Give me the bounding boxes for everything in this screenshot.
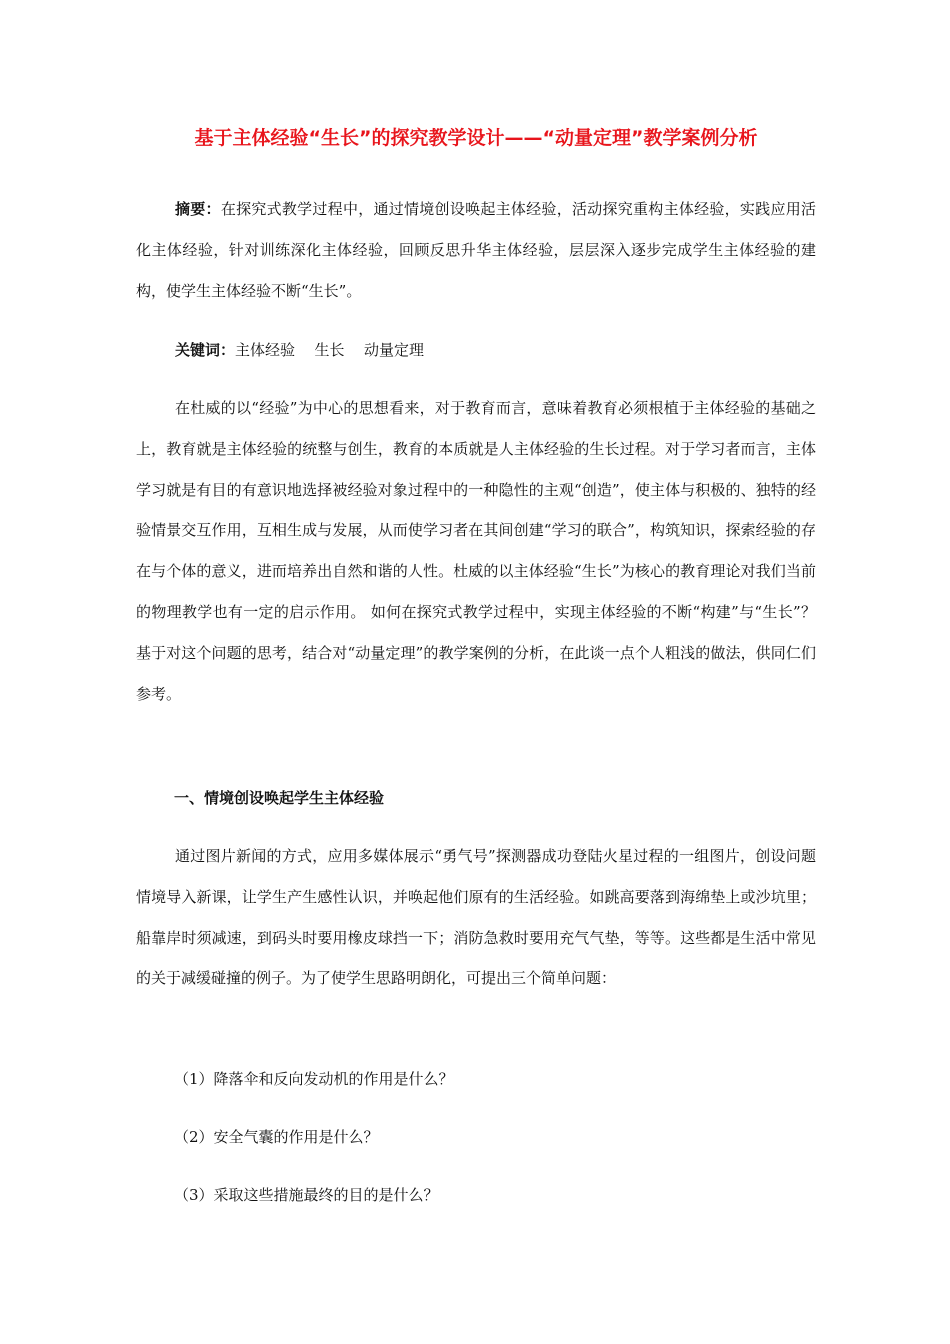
question-item: （3）采取这些措施最终的目的是什么？ <box>174 1186 439 1204</box>
keyword-item: 生长 <box>314 341 345 359</box>
intro-paragraph: 在杜威的以“经验”为中心的思想看来，对于教育而言，意味着教育必须根植于主体经验的基础之上，教育就是主体经验的统整与创生，教育的本质就是人主体经验的生长过程。对于学习者而言，主体学习就是有目的有意识地选择被经验对象过程中的一种隐性的主观“创造”，使主体与积极的、独特的经验情景交互作用，互相生成与发展，从而使学习者在其间创建“学习的联合”，构筑知识，探索经验的存在与个体的意义，进而培养出自然和谐的人性。杜威的以主体经验“生长”为核心的教育理论对我们当前的物理教学也有一定的启示作用。 如何在探究式教学过程中，实现主体经验的不断“构建”与“生长”？基于对这个问题的思考，结合对“动量定理”的教学案例的分析，在此谈一点个人粗浅的做法，供同仁们参考。 <box>136 399 816 703</box>
keyword-item: 动量定理 <box>364 341 425 359</box>
keyword-item: 主体经验 <box>235 341 296 359</box>
question-item: （1）降落伞和反向发动机的作用是什么？ <box>174 1070 454 1088</box>
document-title: 基于主体经验“生长”的探究教学设计——“动量定理”教学案例分析 <box>194 127 758 149</box>
keywords-label: 关键词： <box>175 341 236 359</box>
keywords-paragraph <box>136 330 816 371</box>
section-paragraph: 通过图片新闻的方式，应用多媒体展示“勇气号”探测器成功登陆火星过程的一组图片，创设问题情境导入新课，让学生产生感性认识，并唤起他们原有的生活经验。如跳高要落到海绵垫上或沙坑里；船靠岸时须减速，到码头时要用橡皮球挡一下；消防急救时要用充气气垫，等等。这些都是生活中常见的关于减缓碰撞的例子。为了使学生思路明朗化，可提出三个简单问题： <box>136 847 816 988</box>
abstract-text: 在探究式教学过程中，通过情境创设唤起主体经验，活动探究重构主体经验，实践应用活化主体经验，针对训练深化主体经验，回顾反思升华主体经验，层层深入逐步完成学生主体经验的建构，使学生主体经验不断“生长”。 <box>136 200 816 300</box>
question-item: （2）安全气囊的作用是什么？ <box>174 1128 379 1146</box>
section-heading: 一、情境创设唤起学生主体经验 <box>174 789 385 807</box>
abstract-label: 摘要： <box>175 200 221 218</box>
abstract-paragraph <box>136 189 816 311</box>
